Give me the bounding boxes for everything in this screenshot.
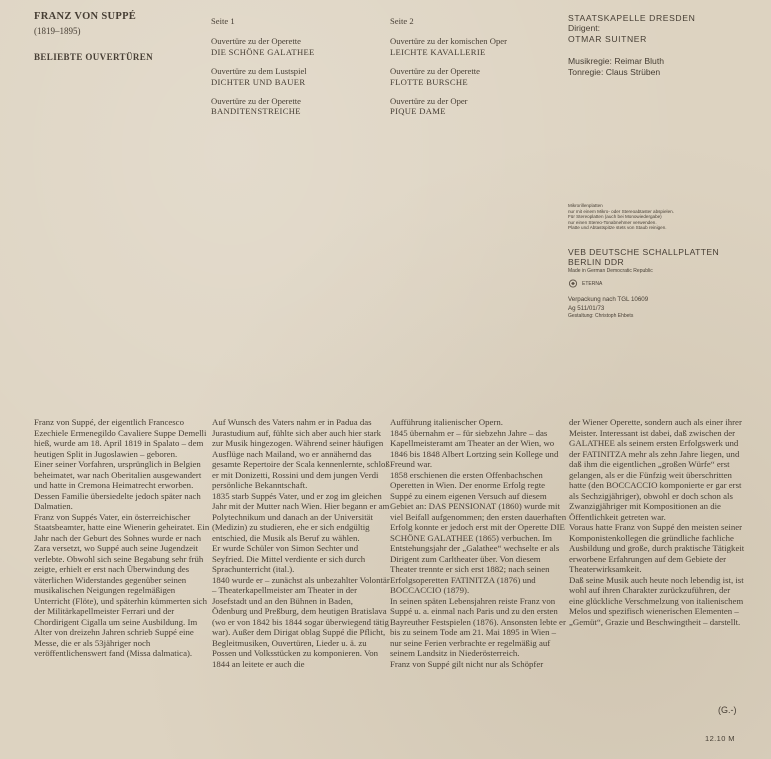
track-title: BANDITENSTREICHE — [211, 106, 301, 117]
publisher-city: BERLIN DDR — [568, 257, 625, 268]
paragraph: In seinen späten Lebensjahren reiste Franz von Suppé u. a. einmal nach Paris und zu den ersten Bayreuther Festspielen (1876). Ansonsten lebte er bis zu seinem Tode am 21. Mai 1895 in Wien – nur seine Ferien verbrachte er regelmäßig auf seinem Landsitz in Niederösterreich. — [390, 595, 566, 658]
note-line: nur einen Stereo-Tonabnehmer verwenden. — [568, 219, 657, 225]
liner-notes-column-1 — [34, 417, 212, 659]
track-description: Ouvertüre zu der Operette — [390, 66, 480, 77]
sound-direction: Tonregie: Claus Strüben — [568, 66, 661, 77]
track-item — [390, 66, 560, 87]
packaging-text: Verpackung nach TGL 10609 — [568, 295, 649, 303]
eterna-logo-icon — [568, 275, 578, 293]
publisher-block — [568, 247, 758, 319]
logo-row — [568, 275, 758, 293]
track-item — [390, 36, 560, 57]
composer-years: (1819–1895) — [34, 26, 81, 36]
conductor-label: Dirigent: — [568, 23, 600, 34]
paragraph: 1840 wurde er – zunächst als unbezahlter Volontär – Theaterkapellmeister am Theater in der Josefstadt und an den Bühnen in Baden, Ödenburg und Preßburg, dem heutigen Bratislava (wo er von 1842 bis 1844 sogar überwiegend tätig war). Außer dem Dirigat oblag Suppé die Pflicht, Begleitmusiken, Ouvertüren, Lieder u. ä. zu Possen und Volksstücken zu komponieren. Von 1844 an leitete er auch die — [212, 574, 390, 669]
track-title: LEICHTE KAVALLERIE — [390, 46, 486, 57]
track-description: Ouvertüre zu der Operette — [211, 96, 301, 107]
track-title: DIE SCHÖNE GALATHEE — [211, 46, 315, 57]
conductor-name: OTMAR SUITNER — [568, 33, 647, 44]
track-title: PIQUE DAME — [390, 106, 446, 117]
track-item — [211, 96, 381, 117]
track-description: Ouvertüre zu der Operette — [211, 36, 301, 47]
publisher-name: VEB DEUTSCHE SCHALLPLATTEN — [568, 247, 720, 257]
note-line: nur mit einem Mikro- oder Stereoabtaster abspielen. — [568, 208, 674, 214]
album-title: BELIEBTE OUVERTÜREN — [34, 52, 154, 62]
track-title: DICHTER UND BAUER — [211, 76, 306, 87]
paragraph: Franz von Suppé gilt nicht nur als Schöpfer — [390, 658, 544, 669]
track-item — [211, 36, 381, 57]
author-initials: (G.-) — [718, 705, 737, 715]
liner-notes-column-3 — [390, 417, 568, 669]
paragraph: 1845 übernahm er – für siebzehn Jahre – das Kapellmeisteramt am Theater an der Wien, wo 1846 bis 1848 Albert Lortzing sein Kollege und Freund war. — [390, 427, 559, 469]
paragraph: Voraus hatte Franz von Suppé den meisten seiner Komponistenkollegen die gründliche fachliche Ausbildung und große, durch praktische Tätigkeit erworbene Erfahrungen auf dem Gebiete der Theaterwirksamkeit. — [569, 522, 745, 574]
print-code: 12.10 M — [705, 734, 735, 743]
side-1-tracklist — [211, 16, 381, 126]
liner-notes-column-2 — [212, 417, 390, 669]
orchestra-name: STAATSKAPELLE DRESDEN — [568, 13, 696, 23]
paragraph: Einer seiner Vorfahren, ursprünglich in Belgien beheimatet, war nach Oberitalien ausgewandert und hatte in Cremona Heimatrecht erworben. Dessen Familie übersiedelte jedoch später nach Dalmatien. — [34, 459, 202, 511]
note-line: Platte und Abtastspitze stets von Staub reinigen. — [568, 225, 667, 231]
paragraph: Daß seine Musik auch heute noch lebendig ist, ist wohl auf ihren Charakter zurückzuführen, der eine glückliche Verschmelzung von italienischem Melos und spezifisch wienerischen Elementen – „Gemüt“, Grazie und Beschwingtheit – darstellt. — [569, 574, 744, 627]
paragraph: 1835 starb Suppés Vater, und er zog im gleichen Jahr mit der Mutter nach Wien. Hier begann er am Polytechnikum und danach an der Universität (Medizin) zu studieren, ehe er sich endgültig entschied, die Musik als Beruf zu wählen. — [212, 490, 390, 543]
track-item — [211, 66, 381, 87]
paragraph: Franz von Suppés Vater, ein österreichischer Staatsbeamter, hatte eine Wienerin geheiratet. Ein Jahr nach der Geburt des Sohnes wurde er nach Zara versetzt, wo Suppé auch seine Jugendzeit verlebte. Obwohl sich seine Begabung sehr früh zeigte, erhielt er erst nach Überwindung des väterlichen Widerstandes gegenüber seinen musikalischen Neigungen regelmäßigen Unterricht (Flöte), und späterhin kümmerten sich der Militärkapellmeister Ferrari und der Chordirigent Cigalla um seine Ausbildung. Im Alter von dreizehn Jahren schrieb Suppé eine Messe, die er als 53jähriger noch veröffentlichenswert fand (Missa dalmatica). — [34, 511, 210, 658]
playback-notes — [568, 203, 758, 231]
paragraph: Er wurde Schüler von Simon Sechter und Seyfried. Die Mittel verdiente er sich durch Sprachunterricht (ital.). — [212, 543, 366, 574]
track-description: Ouvertüre zu dem Lustspiel — [211, 66, 307, 77]
note-line: Mikrorillenplatten — [568, 203, 603, 208]
side-2-tracklist — [390, 16, 560, 126]
music-direction: Musikregie: Reimar Bluth — [568, 56, 664, 67]
track-description: Ouvertüre zu der Oper — [390, 96, 468, 107]
paragraph: Auf Wunsch des Vaters nahm er in Padua das Jurastudium auf, fühlte sich aber auch hier stark zur Musik hingezogen. Während seiner häufigen Ausflüge nach Mailand, wo er annähernd das gesamte Repertoire der Scala kennenlernte, schloß er mit Donizetti, Rossini und dem jungen Verdi persönliche Bekanntschaft. — [212, 417, 390, 490]
note-line: Für Stereoplatten (auch bei Monowiedergabe) — [568, 214, 662, 220]
composer-name: FRANZ VON SUPPÉ — [34, 11, 137, 22]
track-description: Ouvertüre zu der komischen Oper — [390, 36, 507, 47]
liner-notes-column-4 — [569, 417, 747, 627]
track-item — [390, 96, 560, 117]
paragraph: Franz von Suppé, der eigentlich Francesco Ezechiele Ermenegildo Cavaliere Suppe Demelli hieß, wurde am 18. April 1819 in Spalato – dem heutigen Split in Jugoslawien – geboren. — [34, 417, 207, 459]
logo-text: ETERNA — [582, 280, 603, 287]
side-2-label: Seite 2 — [390, 16, 414, 26]
ag-number: Ag 511/01/73 — [568, 304, 605, 312]
made-in-text: Made in German Democratic Republic — [568, 267, 653, 274]
design-credit: Gestaltung: Christoph Ehbets — [568, 312, 634, 319]
paragraph: 1858 erschienen die ersten Offenbachschen Operetten in Wien. Der enorme Erfolg regte Suppé zu einem eigenen Versuch auf diesem Gebiet an: DAS PENSIONAT (1860) wurde mit viel Beifall aufgenommen; den ersten dauerhaften Erfolg konnte er jedoch erst mit der Operette DIE SCHÖNE GALATHEE (1865) verbuchen. Im Entstehungsjahr der „Galathee“ wechselte er als Dirigent zum Carltheater über. Von diesem Theater trennte er sich erst 1882; nach seinen Erfolgsoperetten FATINITZA (1876) und BOCCACCIO (1879). — [390, 469, 567, 595]
credits-block — [568, 13, 758, 77]
track-title: FLOTTE BURSCHE — [390, 76, 468, 87]
paragraph: der Wiener Operette, sondern auch als einer ihrer Meister. Interessant ist dabei, daß zwischen der GALATHEE als seinem ersten Erfolgswerk und der FATINITZA mehr als zehn Jahre liegen, und daß ihm die eigentlichen „großen Würfe“ erst gelangen, als er die Fünfzig weit überschritten hatte (den BOCCACCIO komponierte er gar erst als Sechzigjähriger), obwohl er doch schon als Zwanzigjähriger mit Kompositionen an die Öffentlichkeit getreten war. — [569, 417, 742, 522]
side-1-label: Seite 1 — [211, 16, 235, 26]
paragraph: Aufführung italienischer Opern. — [390, 417, 503, 427]
